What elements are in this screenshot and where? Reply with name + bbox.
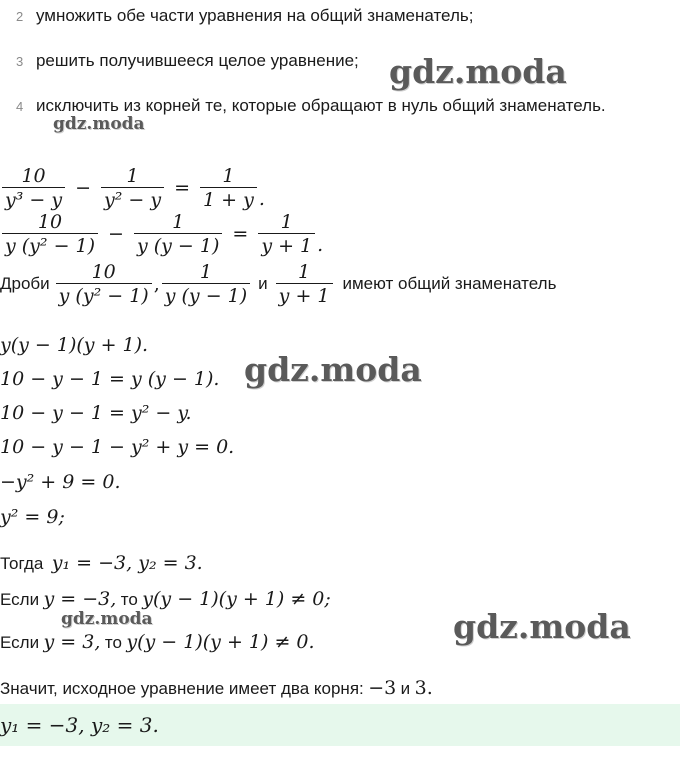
solution-line: 10 − y − 1 = y (y − 1). <box>0 368 220 390</box>
roots-line: Тогда y₁ = −3, y₂ = 3. <box>0 552 203 574</box>
check-root-line: Если y = 3, то y(y − 1)(y + 1) ≠ 0. <box>0 631 315 653</box>
step-number: 4 <box>16 99 24 114</box>
solution-line: 10 − y − 1 − y² + y = 0. <box>0 436 235 458</box>
conclusion-line: Значит, исходное уравнение имеет два корня: −3 и 3. <box>0 677 433 699</box>
watermark-logo: gdz.moda <box>61 609 153 629</box>
answer-box <box>0 704 680 746</box>
check-root-line: Если y = −3, то y(y − 1)(y + 1) ≠ 0; <box>0 588 331 610</box>
step-item <box>16 6 473 27</box>
watermark-logo: gdz.moda <box>244 350 422 389</box>
solution-line: 10 − y − 1 = y² − y. <box>0 402 192 424</box>
equation-factored: $\frac{10}{\text{y (y² − 1)}}$ − $\frac{1}{y (y - 1)}$ = $\frac{1}{y + 1}$ . <box>0 212 323 256</box>
watermark-logo: gdz.moda <box>53 114 145 134</box>
step-item <box>16 51 359 72</box>
solution-line: y² = 9; <box>0 506 65 528</box>
step-text: умножить обе части уравнения на общий знаменатель; <box>35 6 474 25</box>
step-text: решить получившееся целое уравнение; <box>35 51 359 70</box>
answer-text: y₁ = −3, y₂ = 3. <box>0 713 159 737</box>
solution-line: −y² + 9 = 0. <box>0 471 121 493</box>
watermark-logo: gdz.moda <box>453 607 631 646</box>
common-denominator-sentence: Дроби $\frac{10}{\text{y (y² − 1)}}$ , $\frac{1}{y (y - 1)}$ и $\frac{1}{y + 1}$ имеют общий знаменатель <box>0 261 557 307</box>
step-text: исключить из корней те, которые обращают в нуль общий знаменатель. <box>35 96 606 115</box>
step-number: 3 <box>16 54 24 69</box>
equation-original: $\frac{10}{\text{y³ − y}}$ − $\frac{1}{\text{y² − y}}$ = $\frac{1}{1 + y}$ . <box>0 166 265 210</box>
watermark-logo: gdz.moda <box>389 52 567 91</box>
step-number: 2 <box>16 9 24 24</box>
solution-line: y(y − 1)(y + 1). <box>0 334 149 356</box>
